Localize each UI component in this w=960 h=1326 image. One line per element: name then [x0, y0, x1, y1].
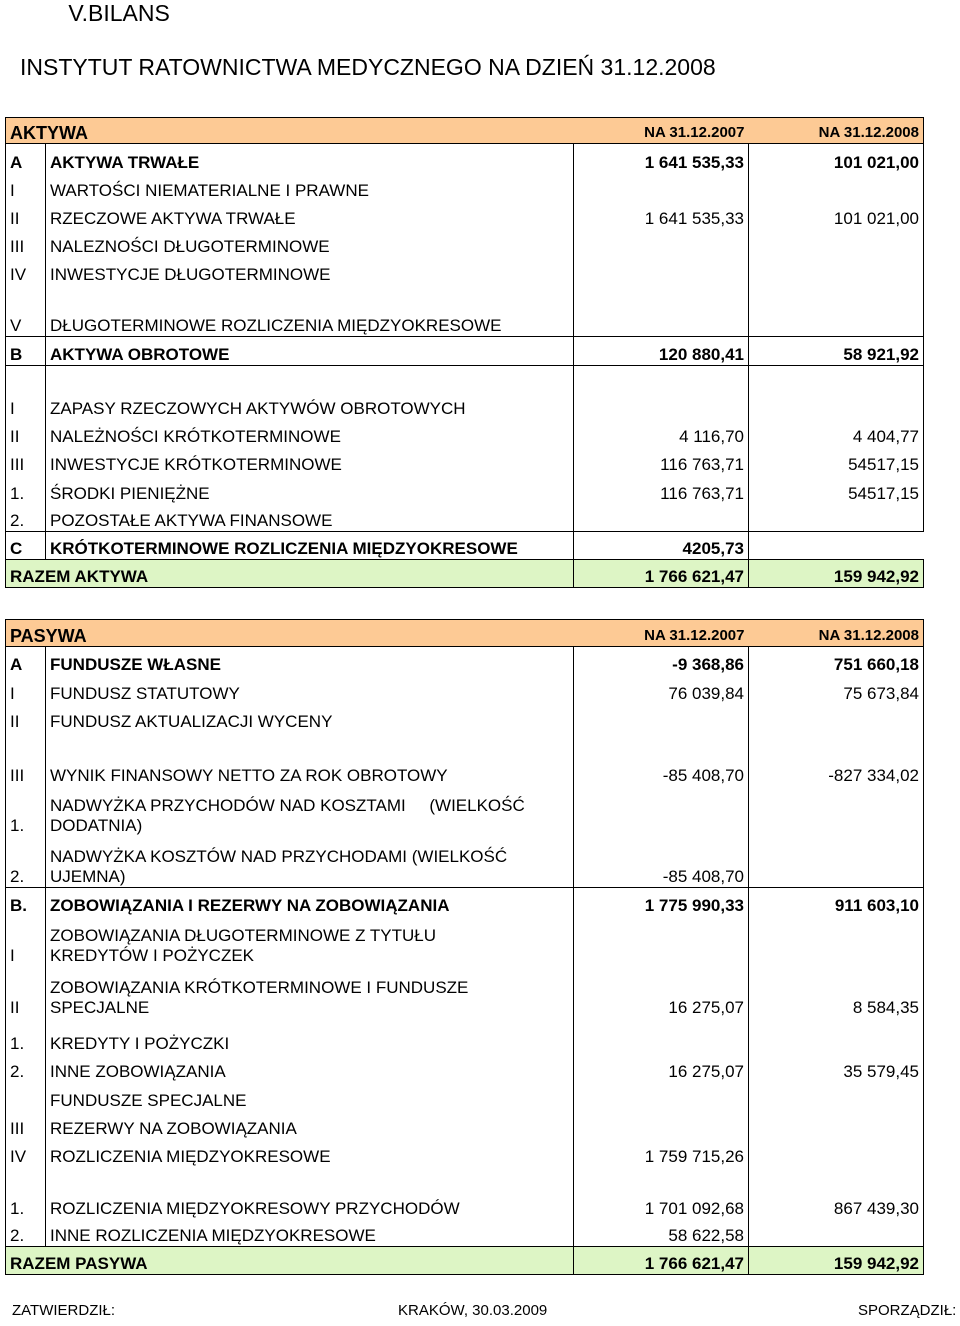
row-code: I	[6, 675, 46, 704]
footer-approved: ZATWIERDZIŁ:	[12, 1302, 116, 1319]
table-row	[6, 337, 924, 366]
row-code: 1.	[6, 786, 46, 836]
row-label-line2: UJEMNA)	[50, 867, 126, 886]
assets-header-2008: NA 31.12.2008	[749, 118, 924, 144]
table-row	[6, 786, 924, 836]
row-code: I	[6, 916, 46, 966]
assets-total-label: RAZEM AKTYWA	[6, 560, 574, 588]
table-row	[6, 1167, 924, 1219]
row-label-line1: ZOBOWIĄZANIA DŁUGOTERMINOWE Z TYTUŁU	[50, 925, 436, 945]
row-value-2007: 1 641 535,33	[574, 201, 749, 229]
row-value-2007: -9 368,86	[574, 647, 749, 675]
row-label: DŁUGOTERMINOWE ROZLICZENIA MIĘDZYOKRESOWE	[46, 285, 574, 337]
assets-table	[5, 117, 924, 588]
row-label: INNE ROZLICZENIA MIĘDZYOKRESOWE	[46, 1219, 574, 1247]
row-label-multiline	[46, 966, 574, 1018]
row-code: IV	[6, 1139, 46, 1167]
row-label-line1: NADWYŻKA PRZYCHODÓW NAD KOSZTAMI (WIELKOŚĆ	[50, 795, 525, 815]
table-row	[6, 1111, 924, 1139]
row-code: 2.	[6, 1219, 46, 1247]
liabilities-total-row	[6, 1247, 924, 1275]
table-row	[6, 1018, 924, 1054]
row-code: III	[6, 1111, 46, 1139]
table-row	[6, 1139, 924, 1167]
row-value-2007	[574, 1082, 749, 1111]
liabilities-total-2007: 1 766 621,47	[574, 1247, 749, 1275]
row-value-2008	[749, 1018, 924, 1054]
row-value-2007	[574, 704, 749, 732]
row-code: C	[6, 532, 46, 560]
table-row	[6, 916, 924, 966]
table-row	[6, 732, 924, 786]
row-value-2008	[749, 229, 924, 257]
table-row	[6, 647, 924, 675]
row-value-2007: 76 039,84	[574, 675, 749, 704]
row-code: B	[6, 337, 46, 366]
assets-total-row	[6, 560, 924, 588]
row-value-2008: 911 603,10	[749, 888, 924, 916]
row-value-2007: 4205,73	[574, 532, 749, 560]
row-code: B.	[6, 888, 46, 916]
row-value-2007: -85 408,70	[574, 836, 749, 888]
row-label: AKTYWA TRWAŁE	[46, 144, 574, 173]
row-value-2008	[749, 1111, 924, 1139]
table-row	[6, 285, 924, 337]
row-value-2008: 54517,15	[749, 447, 924, 475]
table-row	[6, 475, 924, 504]
assets-total-2007: 1 766 621,47	[574, 560, 749, 588]
row-code: III	[6, 229, 46, 257]
row-code: IV	[6, 257, 46, 285]
table-row	[6, 532, 924, 560]
row-code: V	[6, 285, 46, 337]
row-value-2008	[749, 1219, 924, 1247]
row-label-multiline	[46, 786, 574, 836]
row-value-2008: 8 584,35	[749, 966, 924, 1018]
table-row	[6, 836, 924, 888]
row-value-2007	[574, 229, 749, 257]
row-value-2008	[749, 836, 924, 888]
row-value-2007: 16 275,07	[574, 966, 749, 1018]
row-label: ROZLICZENIA MIĘDZYOKRESOWY PRZYCHODÓW	[46, 1167, 574, 1219]
table-row	[6, 447, 924, 475]
row-value-2007	[574, 366, 749, 419]
row-code: A	[6, 144, 46, 173]
row-label-multiline	[46, 916, 574, 966]
row-label: NALEŻNOŚCI KRÓTKOTERMINOWE	[46, 419, 574, 447]
liabilities-header-label: PASYWA	[6, 620, 574, 647]
row-value-2008: 4 404,77	[749, 419, 924, 447]
liabilities-header-2007: NA 31.12.2007	[574, 620, 749, 647]
liabilities-total-2008: 159 942,92	[749, 1247, 924, 1275]
row-value-2007: 116 763,71	[574, 475, 749, 504]
row-label: FUNDUSZE WŁASNE	[46, 647, 574, 675]
table-row	[6, 504, 924, 532]
row-label-line1: ZOBOWIĄZANIA KRÓTKOTERMINOWE I FUNDUSZE	[50, 977, 469, 997]
row-value-2008: 101 021,00	[749, 201, 924, 229]
table-row	[6, 1219, 924, 1247]
table-row	[6, 675, 924, 704]
row-value-2008	[749, 1139, 924, 1167]
row-value-2007	[574, 504, 749, 532]
row-label-line2: SPECJALNE	[50, 997, 150, 1017]
liabilities-header-row	[6, 620, 924, 647]
table-row	[6, 173, 924, 201]
section-title: BILANS	[88, 0, 170, 26]
liabilities-table	[5, 619, 924, 1275]
row-label: FUNDUSZ STATUTOWY	[46, 675, 574, 704]
row-label-line2: DODATNIA)	[50, 815, 143, 835]
row-value-2008: 751 660,18	[749, 647, 924, 675]
row-code: I	[6, 173, 46, 201]
row-code: 1.	[6, 1018, 46, 1054]
table-row	[6, 888, 924, 916]
row-code: I	[6, 366, 46, 419]
assets-header-label: AKTYWA	[6, 118, 574, 144]
row-label: INWESTYCJE DŁUGOTERMINOWE	[46, 257, 574, 285]
table-row	[6, 201, 924, 229]
row-code: II	[6, 201, 46, 229]
footer-prepared: SPORZĄDZIŁ:	[858, 1302, 957, 1319]
row-label: FUNDUSZE SPECJALNE	[46, 1082, 574, 1111]
row-code: 2.	[6, 504, 46, 532]
row-value-2008	[749, 366, 924, 419]
row-value-2007: 1 641 535,33	[574, 144, 749, 173]
row-label: ŚRODKI PIENIĘŻNE	[46, 475, 574, 504]
table-row	[6, 1054, 924, 1082]
row-value-2007	[574, 257, 749, 285]
row-value-2007: 16 275,07	[574, 1054, 749, 1082]
row-code: 2.	[6, 836, 46, 888]
row-label: NALEZNOŚCI DŁUGOTERMINOWE	[46, 229, 574, 257]
row-label: KRÓTKOTERMINOWE ROZLICZENIA MIĘDZYOKRESOWE	[46, 532, 574, 560]
row-value-2008: -827 334,02	[749, 732, 924, 786]
assets-header-2007: NA 31.12.2007	[574, 118, 749, 144]
row-label: FUNDUSZ AKTUALIZACJI WYCENY	[46, 704, 574, 732]
row-value-2008: 867 439,30	[749, 1167, 924, 1219]
row-value-2007: 1 775 990,33	[574, 888, 749, 916]
row-value-2008	[749, 1082, 924, 1111]
row-label: ZOBOWIĄZANIA I REZERWY NA ZOBOWIĄZANIA	[46, 888, 574, 916]
section-heading	[2, 0, 170, 27]
row-value-2007	[574, 1018, 749, 1054]
row-label: RZECZOWE AKTYWA TRWAŁE	[46, 201, 574, 229]
row-value-2008: 35 579,45	[749, 1054, 924, 1082]
row-code: 1.	[6, 1167, 46, 1219]
row-label: ZAPASY RZECZOWYCH AKTYWÓW OBROTOWYCH	[46, 366, 574, 419]
row-label: WYNIK FINANSOWY NETTO ZA ROK OBROTOWY	[46, 732, 574, 786]
table-row	[6, 704, 924, 732]
row-label-line1: NADWYŻKA KOSZTÓW NAD PRZYCHODAMI (WIELKOŚĆ	[50, 847, 508, 866]
row-code: 2.	[6, 1054, 46, 1082]
row-label: ROZLICZENIA MIĘDZYOKRESOWE	[46, 1139, 574, 1167]
row-value-2007: 116 763,71	[574, 447, 749, 475]
row-value-2008: 58 921,92	[749, 337, 924, 366]
row-code: II	[6, 419, 46, 447]
row-value-2007: 1 759 715,26	[574, 1139, 749, 1167]
row-value-2007	[574, 1111, 749, 1139]
row-value-2008	[749, 504, 924, 532]
liabilities-header-2008: NA 31.12.2008	[749, 620, 924, 647]
row-label: INWESTYCJE KRÓTKOTERMINOWE	[46, 447, 574, 475]
row-value-2008	[749, 285, 924, 337]
row-code	[6, 1082, 46, 1111]
row-value-2008	[749, 786, 924, 836]
footer-place-date: KRAKÓW, 30.03.2009	[398, 1302, 548, 1319]
row-value-2007	[574, 916, 749, 966]
section-number: V.	[68, 0, 88, 26]
row-value-2007: 58 622,58	[574, 1219, 749, 1247]
row-code: A	[6, 647, 46, 675]
row-value-2007: 1 701 092,68	[574, 1167, 749, 1219]
row-value-2008	[749, 532, 924, 560]
row-value-2007: 120 880,41	[574, 337, 749, 366]
row-label: POZOSTAŁE AKTYWA FINANSOWE	[46, 504, 574, 532]
row-value-2007	[574, 285, 749, 337]
row-code: II	[6, 966, 46, 1018]
row-code: 1.	[6, 475, 46, 504]
row-label-line2: KREDYTÓW I POŻYCZEK	[50, 945, 255, 965]
row-label: KREDYTY I POŻYCZKI	[46, 1018, 574, 1054]
row-value-2007: -85 408,70	[574, 732, 749, 786]
row-label: WARTOŚCI NIEMATERIALNE I PRAWNE	[46, 173, 574, 201]
table-row	[6, 257, 924, 285]
row-value-2007	[574, 786, 749, 836]
row-code: III	[6, 732, 46, 786]
table-row	[6, 966, 924, 1018]
document-title: INSTYTUT RATOWNICTWA MEDYCZNEGO NA DZIEŃ 31.12.2008	[20, 54, 716, 80]
assets-header-row	[6, 118, 924, 144]
table-row	[6, 144, 924, 173]
row-value-2008	[749, 704, 924, 732]
row-value-2007: 4 116,70	[574, 419, 749, 447]
table-row	[6, 366, 924, 419]
row-value-2008	[749, 173, 924, 201]
row-value-2008	[749, 916, 924, 966]
row-label: INNE ZOBOWIĄZANIA	[46, 1054, 574, 1082]
table-row	[6, 419, 924, 447]
liabilities-total-label: RAZEM PASYWA	[6, 1247, 574, 1275]
row-code: III	[6, 447, 46, 475]
row-label-multiline	[46, 836, 574, 888]
row-code: II	[6, 704, 46, 732]
row-value-2008: 101 021,00	[749, 144, 924, 173]
row-value-2008: 75 673,84	[749, 675, 924, 704]
table-row	[6, 229, 924, 257]
row-label: REZERWY NA ZOBOWIĄZANIA	[46, 1111, 574, 1139]
row-value-2007	[574, 173, 749, 201]
assets-total-2008: 159 942,92	[749, 560, 924, 588]
row-value-2008	[749, 257, 924, 285]
table-row	[6, 1082, 924, 1111]
row-label: AKTYWA OBROTOWE	[46, 337, 574, 366]
row-value-2008: 54517,15	[749, 475, 924, 504]
